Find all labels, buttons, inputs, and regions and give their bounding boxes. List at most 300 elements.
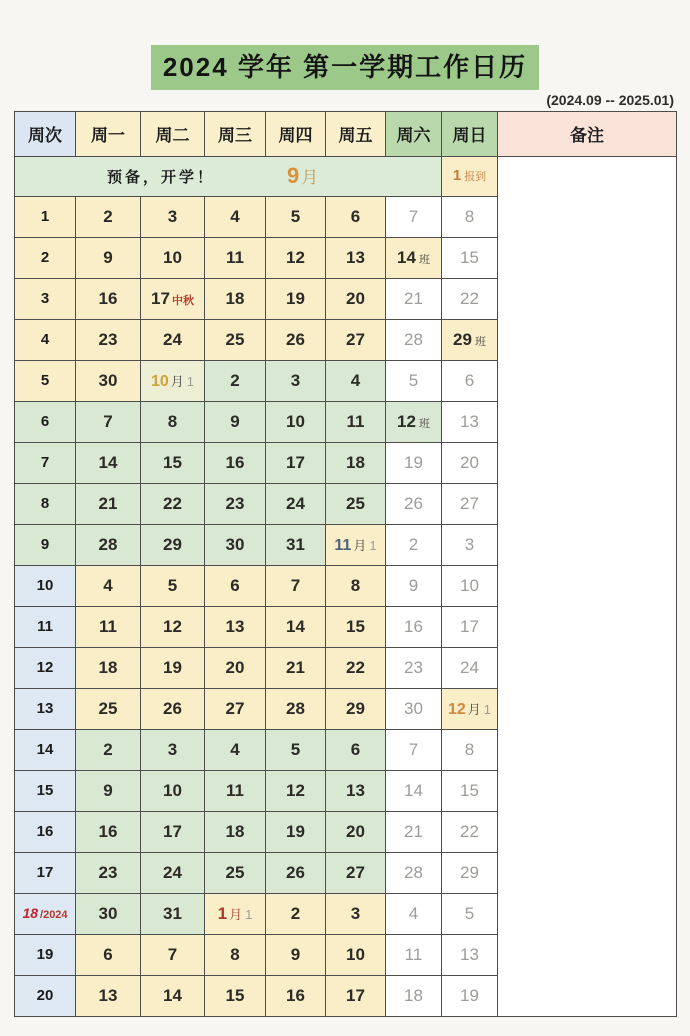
day-text: 1 (483, 701, 492, 717)
week-number-cell (15, 278, 76, 319)
day-cell (76, 852, 141, 893)
week-number: 16 (36, 822, 54, 840)
week-number: 19 (36, 945, 54, 963)
day-text: 11 (99, 616, 117, 636)
day-text: 13 (460, 944, 479, 964)
day-text: 10 (150, 372, 169, 390)
day-text: 27 (460, 493, 479, 513)
day-cell (205, 811, 266, 852)
day-cell (205, 565, 266, 606)
day-cell (205, 524, 266, 565)
day-text: 班 (418, 253, 430, 266)
day-cell (386, 442, 442, 483)
day-cell (266, 770, 326, 811)
day-text: 8 (230, 944, 240, 964)
day-cell (266, 278, 326, 319)
day-cell (266, 934, 326, 975)
week-number-cell (15, 360, 76, 401)
day-cell (386, 606, 442, 647)
day-cell (76, 442, 141, 483)
day-cell (141, 237, 205, 278)
header-thursday: 周四 (266, 111, 326, 156)
day-cell (266, 319, 326, 360)
day-cell (326, 729, 386, 770)
day-cell (266, 442, 326, 483)
day-cell (386, 401, 442, 442)
date-range-subtitle: (2024.09 -- 2025.01) (546, 91, 674, 108)
day-text: 6 (350, 206, 361, 226)
day-cell (141, 606, 205, 647)
day-cell (205, 360, 266, 401)
day-cell (205, 319, 266, 360)
month-number: 9 (287, 163, 300, 188)
day-text: 25 (225, 329, 245, 349)
day-text: 3 (290, 370, 301, 390)
day-cell (386, 483, 442, 524)
day-cell (76, 483, 141, 524)
day-text: 30 (225, 534, 245, 554)
day-text: 15 (460, 780, 479, 800)
day-cell (326, 688, 386, 729)
day-text: 7 (408, 739, 419, 759)
day-cell (386, 893, 442, 934)
day-cell (326, 278, 386, 319)
day-text: 26 (286, 862, 305, 882)
day-text: 2 (290, 903, 301, 923)
day-cell (76, 647, 141, 688)
day-cell (76, 360, 141, 401)
day-text: 6 (350, 739, 361, 759)
day-cell (205, 688, 266, 729)
day-text: 13 (346, 780, 365, 800)
week-number-cell (15, 319, 76, 360)
day-text: 11 (334, 536, 352, 554)
week-number: 14 (36, 740, 54, 758)
day-cell (141, 565, 205, 606)
day-text: 11 (226, 247, 244, 267)
day-cell (442, 647, 498, 688)
header-row (15, 111, 677, 156)
day-cell (326, 565, 386, 606)
week-number-cell (15, 688, 76, 729)
day-text: 21 (404, 821, 423, 841)
week-number: 12 (36, 658, 54, 676)
day-text: 22 (460, 821, 479, 841)
day-cell (141, 770, 205, 811)
day-text: 14 (397, 247, 416, 267)
day-text: 30 (404, 698, 423, 718)
day-cell (76, 565, 141, 606)
day-text: 30 (98, 370, 118, 390)
day-text: 25 (98, 698, 118, 718)
day-cell (76, 196, 141, 237)
day-text: 24 (460, 657, 479, 677)
day-text: 7 (408, 206, 419, 226)
day-cell (141, 483, 205, 524)
day-cell (205, 483, 266, 524)
day-text: 14 (163, 985, 182, 1005)
day-text: 9 (230, 411, 240, 431)
day-cell (141, 319, 205, 360)
day-cell (205, 729, 266, 770)
day-text: 24 (163, 862, 182, 882)
day-cell (442, 319, 498, 360)
day-text: 23 (98, 329, 118, 349)
day-cell (266, 606, 326, 647)
day-text: 26 (163, 698, 182, 718)
week-number: 6 (40, 412, 50, 430)
day-text: 6 (103, 944, 113, 964)
day-text: 21 (98, 493, 118, 513)
day-cell (76, 688, 141, 729)
week-number-cell (15, 934, 76, 975)
day-text: 7 (290, 575, 301, 595)
day-cell (442, 237, 498, 278)
day-cell (386, 565, 442, 606)
day-cell (386, 524, 442, 565)
day-cell (326, 442, 386, 483)
day-text: 10 (346, 944, 365, 964)
day-text: 22 (460, 288, 479, 308)
week-number: 15 (36, 781, 54, 799)
day-cell (266, 975, 326, 1016)
week-number-cell (15, 565, 76, 606)
day-cell (141, 442, 205, 483)
day-text: 10 (163, 247, 182, 267)
week-number: 17 (36, 863, 54, 881)
day-cell (141, 401, 205, 442)
day-text: 1 (186, 373, 195, 389)
day-text: 3 (167, 206, 178, 226)
day-cell (326, 524, 386, 565)
day-text: 12 (397, 411, 416, 431)
week-number-cell (15, 811, 76, 852)
day-text: 17 (460, 616, 479, 636)
day-text: 25 (225, 862, 245, 882)
day-text: 12 (163, 616, 182, 636)
day-text: 30 (98, 903, 118, 923)
header-monday: 周一 (76, 111, 141, 156)
day-text: 6 (464, 370, 475, 390)
day-text: 班 (474, 335, 486, 348)
week-number: 8 (40, 494, 50, 512)
day-text: 月 (229, 906, 243, 922)
day-cell (442, 934, 498, 975)
day-cell (442, 360, 498, 401)
day-text: 1 (245, 906, 253, 922)
day-text: 5 (290, 739, 301, 759)
day-cell (326, 360, 386, 401)
september-month-label (287, 163, 318, 189)
day-cell (141, 729, 205, 770)
week-number-cell (15, 196, 76, 237)
day-text: 2 (408, 534, 419, 554)
week-number-cell (15, 647, 76, 688)
day-cell (326, 483, 386, 524)
day-cell (141, 647, 205, 688)
day-cell (442, 524, 498, 565)
day-cell (141, 524, 205, 565)
day-text: 16 (286, 985, 305, 1005)
day-text: 16 (98, 288, 118, 308)
day-cell (76, 893, 141, 934)
day-cell (141, 934, 205, 975)
day-text: 15 (225, 985, 245, 1005)
day-text: 13 (460, 411, 479, 431)
day-text: 19 (286, 821, 305, 841)
calendar-table (14, 111, 677, 1017)
day-text: 5 (464, 903, 475, 923)
day-text: 17 (151, 288, 170, 308)
day-cell (76, 811, 141, 852)
day-cell (326, 319, 386, 360)
week-number-cell (15, 729, 76, 770)
day-text: 10 (286, 411, 305, 431)
day-cell (326, 237, 386, 278)
day-text: 17 (346, 985, 365, 1005)
day-text: 24 (286, 493, 305, 513)
day-cell (205, 401, 266, 442)
day-text: 6 (230, 575, 240, 595)
day-cell (141, 893, 205, 934)
day-text: 22 (163, 493, 182, 513)
day-text: 19 (404, 452, 423, 472)
header-sunday: 周日 (442, 111, 498, 156)
header-friday: 周五 (326, 111, 386, 156)
week-number-cell (15, 606, 76, 647)
day-cell (141, 360, 205, 401)
day-text: 8 (350, 575, 361, 595)
day-cell (386, 811, 442, 852)
day-cell (442, 688, 498, 729)
day-cell (386, 360, 442, 401)
header-tuesday: 周二 (141, 111, 205, 156)
day-text: 10 (163, 780, 182, 800)
week-number: 10 (36, 576, 54, 594)
week-number-cell (15, 893, 76, 934)
day-cell (442, 893, 498, 934)
day-text: 班 (418, 417, 430, 430)
day-text: 14 (286, 616, 305, 636)
week-number: 2 (40, 248, 50, 266)
day-cell (141, 852, 205, 893)
day-text: 11 (404, 944, 423, 964)
day-text: 24 (163, 329, 182, 349)
day-text: 18 (98, 657, 118, 677)
day-cell (442, 729, 498, 770)
day-text: 月 (353, 537, 367, 553)
week-number: /2024 (40, 908, 68, 921)
day-text: 28 (404, 862, 423, 882)
day-text: 31 (163, 903, 182, 923)
day-text: 3 (464, 534, 475, 554)
day-text: 12 (286, 780, 305, 800)
day-text: 10 (460, 575, 479, 595)
week-number-cell (15, 975, 76, 1016)
week-number-cell (15, 852, 76, 893)
day-text: 13 (98, 985, 118, 1005)
day-cell (76, 606, 141, 647)
day-text: 27 (225, 698, 245, 718)
week-number-cell (15, 524, 76, 565)
day-text: 月 (170, 373, 184, 389)
day-cell (442, 483, 498, 524)
day-text: 18 (225, 821, 245, 841)
day-cell (386, 647, 442, 688)
registration-day-cell (442, 156, 498, 196)
day-text: 15 (460, 247, 479, 267)
day-text: 18 (346, 452, 365, 472)
day-text: 中秋 (171, 294, 194, 307)
day-cell (442, 811, 498, 852)
day-text: 23 (225, 493, 245, 513)
week-number: 13 (36, 699, 54, 717)
day-cell (442, 196, 498, 237)
day-text: 19 (460, 985, 479, 1005)
day-cell (266, 237, 326, 278)
day-text: 9 (103, 247, 113, 267)
day-text: 19 (286, 288, 305, 308)
day-text: 29 (453, 329, 472, 349)
day-text: 16 (225, 452, 245, 472)
day-cell (266, 729, 326, 770)
week-number: 4 (40, 330, 50, 348)
day-text: 19 (163, 657, 182, 677)
day-cell (386, 852, 442, 893)
header-notes: 备注 (498, 111, 677, 156)
week-number: 11 (37, 617, 53, 635)
week-number: 5 (40, 371, 50, 389)
day-text: 25 (346, 493, 365, 513)
day-text: 26 (286, 329, 305, 349)
day-cell (386, 196, 442, 237)
day-cell (326, 934, 386, 975)
day-cell (442, 770, 498, 811)
day-cell (386, 975, 442, 1016)
day-text: 28 (98, 534, 118, 554)
day-text: 月 (467, 701, 481, 717)
day-text: 4 (230, 206, 240, 226)
day-text: 28 (286, 698, 305, 718)
day-cell (326, 647, 386, 688)
day-cell (266, 565, 326, 606)
day-text: 18 (404, 985, 423, 1005)
day-cell (141, 196, 205, 237)
day-text: 5 (408, 370, 419, 390)
day-text: 31 (286, 534, 305, 554)
week-number: 9 (40, 535, 50, 553)
header-wednesday: 周三 (205, 111, 266, 156)
day-text: 11 (226, 780, 244, 800)
day-cell (76, 278, 141, 319)
day-cell (442, 975, 498, 1016)
day-text: 23 (404, 657, 423, 677)
day-cell (326, 852, 386, 893)
day-cell (386, 688, 442, 729)
day-cell (266, 688, 326, 729)
day-cell (205, 442, 266, 483)
week-number: 3 (40, 289, 50, 307)
day-cell (266, 524, 326, 565)
day-text: 15 (163, 452, 182, 472)
day-text: 17 (286, 452, 305, 472)
title-bar (0, 0, 690, 90)
day-text: 4 (350, 370, 361, 390)
day-cell (76, 524, 141, 565)
day-text: 7 (167, 944, 178, 964)
week-number-cell (15, 483, 76, 524)
day-cell (205, 770, 266, 811)
day-cell (205, 934, 266, 975)
day-text: 13 (225, 616, 245, 636)
day-cell (141, 688, 205, 729)
day-cell (386, 278, 442, 319)
day-text: 2 (103, 739, 113, 759)
september-banner-cell (15, 156, 442, 196)
day-cell (141, 811, 205, 852)
day-text: 26 (404, 493, 423, 513)
day-text: 18 (225, 288, 245, 308)
day-text: 15 (346, 616, 365, 636)
day-text: 29 (163, 534, 182, 554)
day-text: 20 (460, 452, 479, 472)
day-text: 21 (286, 657, 305, 677)
day-cell (205, 647, 266, 688)
day-cell (205, 893, 266, 934)
week-number-cell (15, 401, 76, 442)
day-text: 5 (290, 206, 301, 226)
day-cell (442, 606, 498, 647)
day-text: 29 (346, 698, 365, 718)
day-text: 16 (404, 616, 423, 636)
day-cell (76, 729, 141, 770)
day-text: 21 (404, 288, 423, 308)
calendar-body (15, 156, 677, 1016)
day-cell (141, 975, 205, 1016)
day-cell (266, 852, 326, 893)
day-text: 5 (167, 575, 178, 595)
page-title: 2024 学年 第一学期工作日历 (151, 45, 539, 90)
week-number-cell (15, 237, 76, 278)
day-cell (386, 770, 442, 811)
day-cell (76, 934, 141, 975)
day-cell (205, 975, 266, 1016)
registration-day-number: 1 (452, 167, 462, 184)
day-cell (266, 647, 326, 688)
day-text: 4 (230, 739, 240, 759)
day-text: 22 (346, 657, 365, 677)
day-cell (326, 606, 386, 647)
day-cell (326, 770, 386, 811)
day-cell (76, 319, 141, 360)
week-number-cell (15, 770, 76, 811)
day-cell (266, 893, 326, 934)
day-text: 16 (98, 821, 118, 841)
day-cell (442, 401, 498, 442)
day-text: 27 (346, 329, 365, 349)
day-text: 28 (404, 329, 423, 349)
day-cell (205, 278, 266, 319)
week-number: 20 (36, 986, 54, 1004)
day-cell (386, 729, 442, 770)
day-cell (442, 442, 498, 483)
day-cell (326, 196, 386, 237)
day-text: 2 (103, 206, 113, 226)
day-cell (266, 483, 326, 524)
day-text: 7 (103, 411, 113, 431)
day-text: 8 (167, 411, 178, 431)
day-cell (266, 401, 326, 442)
